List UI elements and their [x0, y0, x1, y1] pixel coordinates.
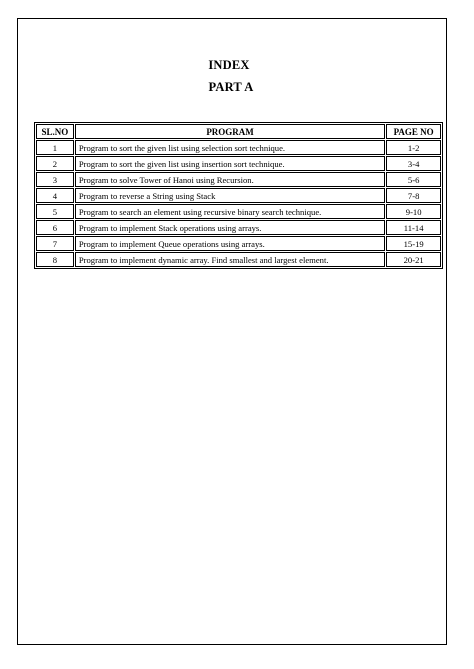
- table-row: [36, 204, 441, 219]
- row-slno: 4: [36, 188, 74, 203]
- row-page: 9-10: [386, 204, 441, 219]
- row-slno: 2: [36, 156, 74, 171]
- row-slno: 8: [36, 252, 74, 267]
- page-border: [17, 18, 447, 645]
- table-row: [36, 236, 441, 251]
- row-program: Program to implement Stack operations using arrays.: [75, 220, 385, 235]
- header-program: PROGRAM: [75, 124, 385, 139]
- row-slno: 5: [36, 204, 74, 219]
- row-page: 5-6: [386, 172, 441, 187]
- table-row: [36, 172, 441, 187]
- row-slno: 6: [36, 220, 74, 235]
- table-row: [36, 156, 441, 171]
- table-row: [36, 252, 441, 267]
- row-program: Program to implement dynamic array. Find smallest and largest element.: [75, 252, 385, 267]
- row-page: 7-8: [386, 188, 441, 203]
- row-slno: 1: [36, 140, 74, 155]
- row-program: Program to reverse a String using Stack: [75, 188, 385, 203]
- header-slno: SL.NO: [36, 124, 74, 139]
- row-program: Program to sort the given list using insertion sort technique.: [75, 156, 385, 171]
- table-header-row: [36, 124, 441, 139]
- row-program: Program to implement Queue operations using arrays.: [75, 236, 385, 251]
- section-title: PART A: [208, 80, 254, 94]
- index-table: [34, 122, 443, 269]
- row-page: 1-2: [386, 140, 441, 155]
- row-page: 11-14: [386, 220, 441, 235]
- row-program: Program to sort the given list using selection sort technique.: [75, 140, 385, 155]
- row-program: Program to solve Tower of Hanoi using Recursion.: [75, 172, 385, 187]
- page-title: INDEX: [208, 58, 250, 72]
- table-row: [36, 188, 441, 203]
- row-program: Program to search an element using recursive binary search technique.: [75, 204, 385, 219]
- row-slno: 3: [36, 172, 74, 187]
- row-page: 3-4: [386, 156, 441, 171]
- table-row: [36, 220, 441, 235]
- row-page: 20-21: [386, 252, 441, 267]
- row-slno: 7: [36, 236, 74, 251]
- row-page: 15-19: [386, 236, 441, 251]
- header-page: PAGE NO: [386, 124, 441, 139]
- table-row: [36, 140, 441, 155]
